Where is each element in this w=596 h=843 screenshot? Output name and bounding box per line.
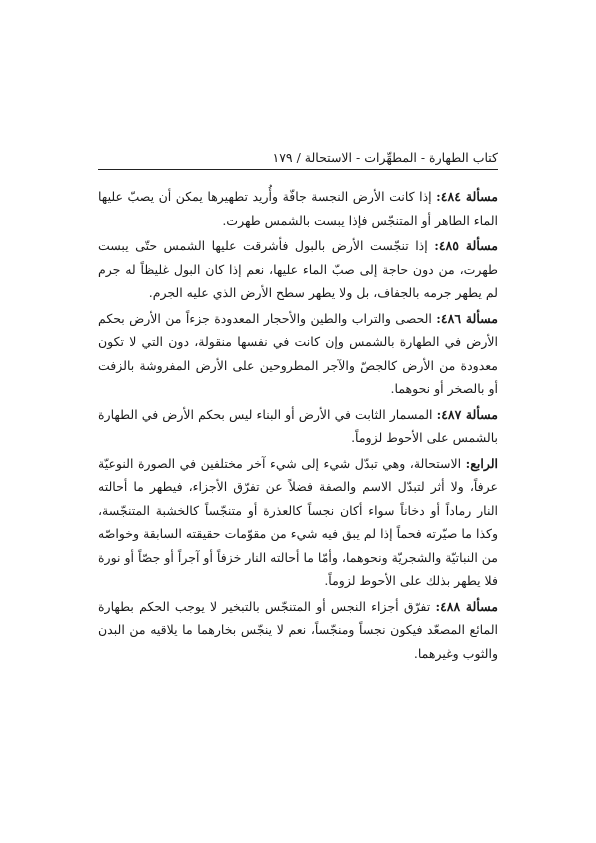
paragraph-text: المسمار الثابت في الأرض أو البناء ليس بحكم الأرض في الطهارة بالشمس على الأحوط لزوماً. bbox=[98, 406, 498, 445]
paragraph-text: الاستحالة، وهي تبدّل شيء إلى شيء آخر مختلفين في الصورة النوعيّة عرفاً، ولا أثر لتبدّل الاسم والصفة فضلاً عن تفرّق الأجزاء، فيطهر ما أحالته النار رماداً أو دخاناً سواء أكان نجساً كالعذرة أو متنجّساً كالخشبة المتنجّسة، وكذا ما صيّرته فحماً إذا لم يبق فيه شيء من مقوّمات حقيقته السابقة وخواصّه من النباتيّة والشجريّة ونحوهما، وأمّا ما أحالته النار خزفاً أو آجراً أو جصّاً أو نورة فلا يطهر بذلك على الأحوط لزوماً. bbox=[98, 455, 498, 588]
paragraph-text: الحصى والتراب والطين والأحجار المعدودة جزءاً من الأرض بحكم الأرض في الطهارة بالشمس وإن كانت في نفسها منقولة، دون التي لا تكون معدودة من الأرض كالجصّ والآجر المطروحين على الأرض المفروشة بالزفت أو بالصخر أو نحوهما. bbox=[98, 310, 498, 396]
paragraph-lead: مسألة ٤٨٥: bbox=[434, 238, 498, 253]
paragraph-487 bbox=[98, 403, 498, 450]
paragraph-484 bbox=[98, 185, 498, 232]
running-header bbox=[98, 147, 498, 170]
paragraph-lead: مسألة ٤٨٧: bbox=[436, 406, 498, 422]
paragraph-486 bbox=[98, 307, 498, 401]
paragraph-text: تفرّق أجزاء النجس أو المتنجّس بالتبخير لا يوجب الحكم بطهارة المائع المصعّد فيكون نجساً ومنجّساً، نعم لا ينجّس بخارهما ما يلاقيه من البدن والثوب وغيرهما. bbox=[98, 598, 498, 661]
paragraph-text: إذا تنجّست الأرض بالبول فأشرقت عليها الشمس حتّى يبست طهرت، من دون حاجة إلى صبّ الماء عليها، نعم إذا كان البول غليظاً له جرم لم يطهر جرمه بالجفاف، بل ولا يطهر سطح الأرض الذي عليه الجرم. bbox=[98, 238, 498, 300]
paragraph-lead: مسألة ٤٨٨: bbox=[435, 598, 498, 614]
paragraph-488 bbox=[98, 595, 498, 666]
paragraph-lead: مسألة ٤٨٤: bbox=[436, 189, 498, 204]
paragraph-istihala bbox=[98, 452, 498, 593]
running-title: كتاب الطهارة - المطهِّرات - الاستحالة / ١٧٩ bbox=[272, 150, 498, 165]
page-body bbox=[98, 185, 498, 667]
paragraph-lead: الرابع: bbox=[465, 455, 498, 471]
paragraph-485 bbox=[98, 234, 498, 305]
paragraph-text: إذا كانت الأرض النجسة جافّة وأُريد تطهيرها يمكن أن يصبّ عليها الماء الطاهر أو المتنجّس فإذا يبست بالشمس طهرت. bbox=[98, 189, 498, 228]
paragraph-lead: مسألة ٤٨٦: bbox=[436, 310, 498, 326]
